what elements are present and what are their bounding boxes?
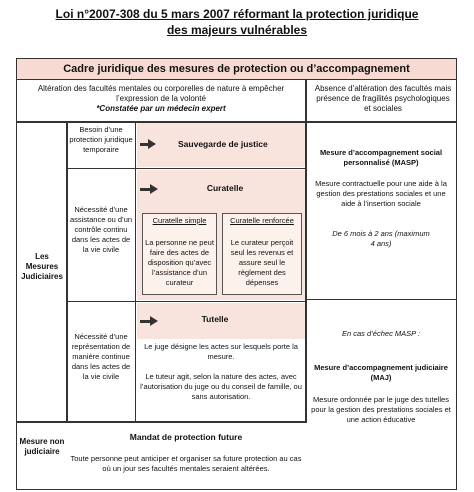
curatelle-simple-title: Curatelle simple: [152, 216, 207, 225]
curatelle-arrow-icon: [150, 184, 158, 194]
table-header: Cadre juridique des mesures de protection ou d’accompagnement: [16, 58, 457, 80]
column-header-left-text: Altération des facultés mentales ou corporelles de nature à empêcher l’expression de la volonté: [37, 84, 285, 103]
masp-text: Mesure contractuelle pour une aide à la gestion des prestations sociales et une aide à l’insertion sociale: [315, 179, 447, 208]
column-header-right: Absence d’altération des facultés mais présence de fragilités psychologiques et sociales: [314, 84, 452, 113]
curatelle-renforcee-box: [222, 213, 302, 295]
column-header-left-note: *Constatée par un médecin expert: [96, 104, 226, 113]
sauvegarde-arrow-shaft: [140, 143, 148, 146]
tutelle-arrow-icon: [150, 316, 158, 326]
maj-title: Mesure d’accompagnement judiciaire (MAJ): [314, 363, 448, 382]
mandat-text: Toute personne peut anticiper et organiser sa future protection au cas où un jour ses facultés mentales seraient altérées.: [70, 454, 302, 473]
sauvegarde-label: Sauvegarde de justice: [178, 139, 268, 149]
title-line-2: des majeurs vulnérables: [166, 23, 308, 37]
tutelle-text-1: Le juge désigne les actes sur lesquels porte la mesure.: [144, 342, 298, 361]
curatelle-need: Nécessité d’une assistance ou d’un contrôle continu dans les actes de la vie civile: [69, 205, 133, 254]
tutelle-need: Nécessité d’une représentation de manière continue dans les actes de la vie civile: [71, 332, 131, 381]
maj-fail-text: En cas d’échec MASP :: [341, 329, 421, 338]
curatelle-simple-text: La personne ne peut faire des actes de disposition qu’avec l’assistance d’un curateur: [145, 238, 214, 287]
tutelle-arrow-shaft: [140, 320, 150, 323]
row-label-judiciaires: Les Mesures Judiciaires: [21, 252, 63, 281]
sauvegarde-need: Besoin d’une protection juridique temporaire: [69, 125, 133, 154]
divider-need-column-2: [135, 301, 136, 421]
page-title: [40, 6, 434, 38]
maj-text: Mesure ordonnée par le juge des tutelles pour la gestion des prestations sociales et une action éducative: [311, 395, 451, 424]
curatelle-simple-box: [142, 213, 217, 295]
divider-row-tutelle: [66, 301, 307, 302]
curatelle-renforcee-text: Le curateur perçoit seul les revenus et assure seul le règlement des dépenses: [230, 238, 294, 287]
curatelle-label: Curatelle: [206, 183, 244, 193]
title-line-1: Loi n°2007-308 du 5 mars 2007 réformant la protection juridique: [55, 7, 419, 21]
row-label-non-judiciaire: Mesure non judiciaire: [19, 437, 65, 456]
masp-title: Mesure d’accompagnement social personnalisé (MASP): [319, 148, 443, 167]
mandat-title: Mandat de protection future: [129, 432, 243, 442]
curatelle-arrow-shaft: [140, 188, 150, 191]
divider-vertical-main: [305, 80, 307, 422]
masp-duration: De 6 mois à 2 ans (maximum 4 ans): [332, 229, 430, 248]
curatelle-renforcee-title: Curatelle renforcée: [230, 216, 294, 225]
tutelle-text-2: Le tuteur agit, selon la nature des actes, avec l’autorisation du juge ou du conseil de famille, ou sans autorisation.: [140, 372, 302, 401]
tutelle-label: Tutelle: [201, 314, 229, 324]
sauvegarde-arrow-icon: [148, 139, 156, 149]
divider-right-maj: [305, 299, 457, 300]
divider-non-judiciaire: [16, 421, 307, 423]
divider-need-column: [135, 121, 136, 301]
divider-row-curatelle: [66, 168, 307, 169]
column-header-left: [22, 84, 300, 114]
